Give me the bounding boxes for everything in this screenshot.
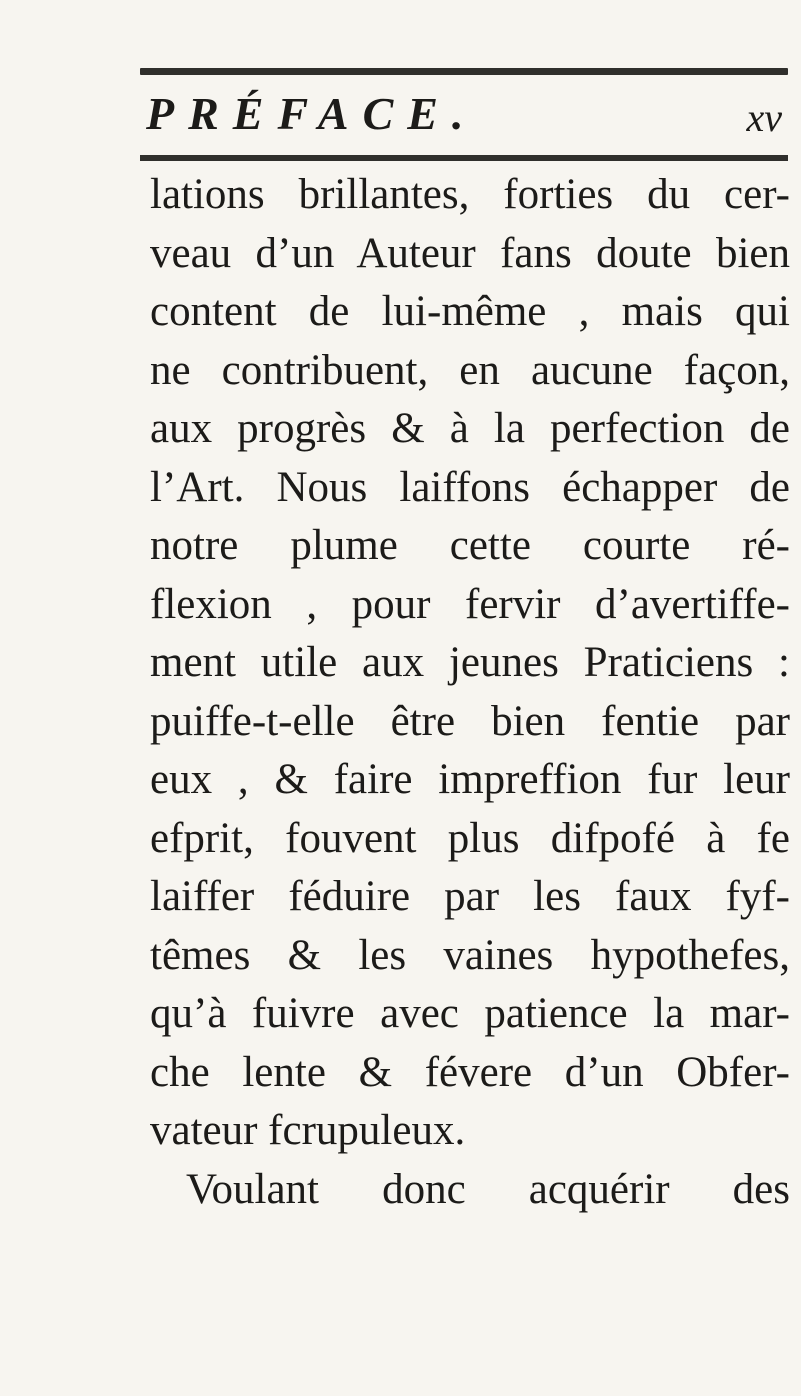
text-line: laiffer féduire par les faux fyf-	[150, 873, 790, 920]
text-line: qu’à fuivre avec patience la mar-	[150, 990, 790, 1037]
text-line: content de lui-même , mais qui	[150, 288, 790, 335]
page-number: xv	[746, 95, 782, 140]
paragraph-end-line: vateur fcrupuleux.	[150, 1107, 466, 1154]
text-line: ne contribuent, en aucune façon,	[150, 346, 790, 394]
header-top-rule	[140, 68, 788, 75]
header-bottom-rule	[140, 155, 788, 161]
body-text	[150, 166, 790, 1219]
header-title: PRÉFACE.	[146, 88, 478, 139]
text-line: flexion , pour fervir d’avertiffe-	[150, 580, 790, 628]
text-line: puiffe-t-elle être bien fentie par	[150, 697, 790, 745]
text-line: ment utile aux jeunes Praticiens :	[150, 639, 790, 686]
paragraph-start-line: Voulant donc acquérir des	[186, 1165, 790, 1213]
text-line: notre plume cette courte ré-	[150, 522, 790, 569]
text-line: lations brillantes, forties du cer-	[150, 171, 790, 218]
running-header	[140, 82, 788, 150]
text-line: efprit, fouvent plus difpofé à fe	[150, 814, 790, 862]
text-line: l’Art. Nous laiffons échapper de	[150, 463, 790, 511]
text-line: che lente & févere d’un Obfer-	[150, 1048, 790, 1096]
text-line: aux progrès & à la perfection de	[150, 405, 790, 452]
text-line: veau d’un Auteur fans doute bien	[150, 229, 790, 277]
text-line: têmes & les vaines hypothefes,	[150, 931, 790, 979]
text-line: eux , & faire impreffion fur leur	[150, 756, 790, 803]
